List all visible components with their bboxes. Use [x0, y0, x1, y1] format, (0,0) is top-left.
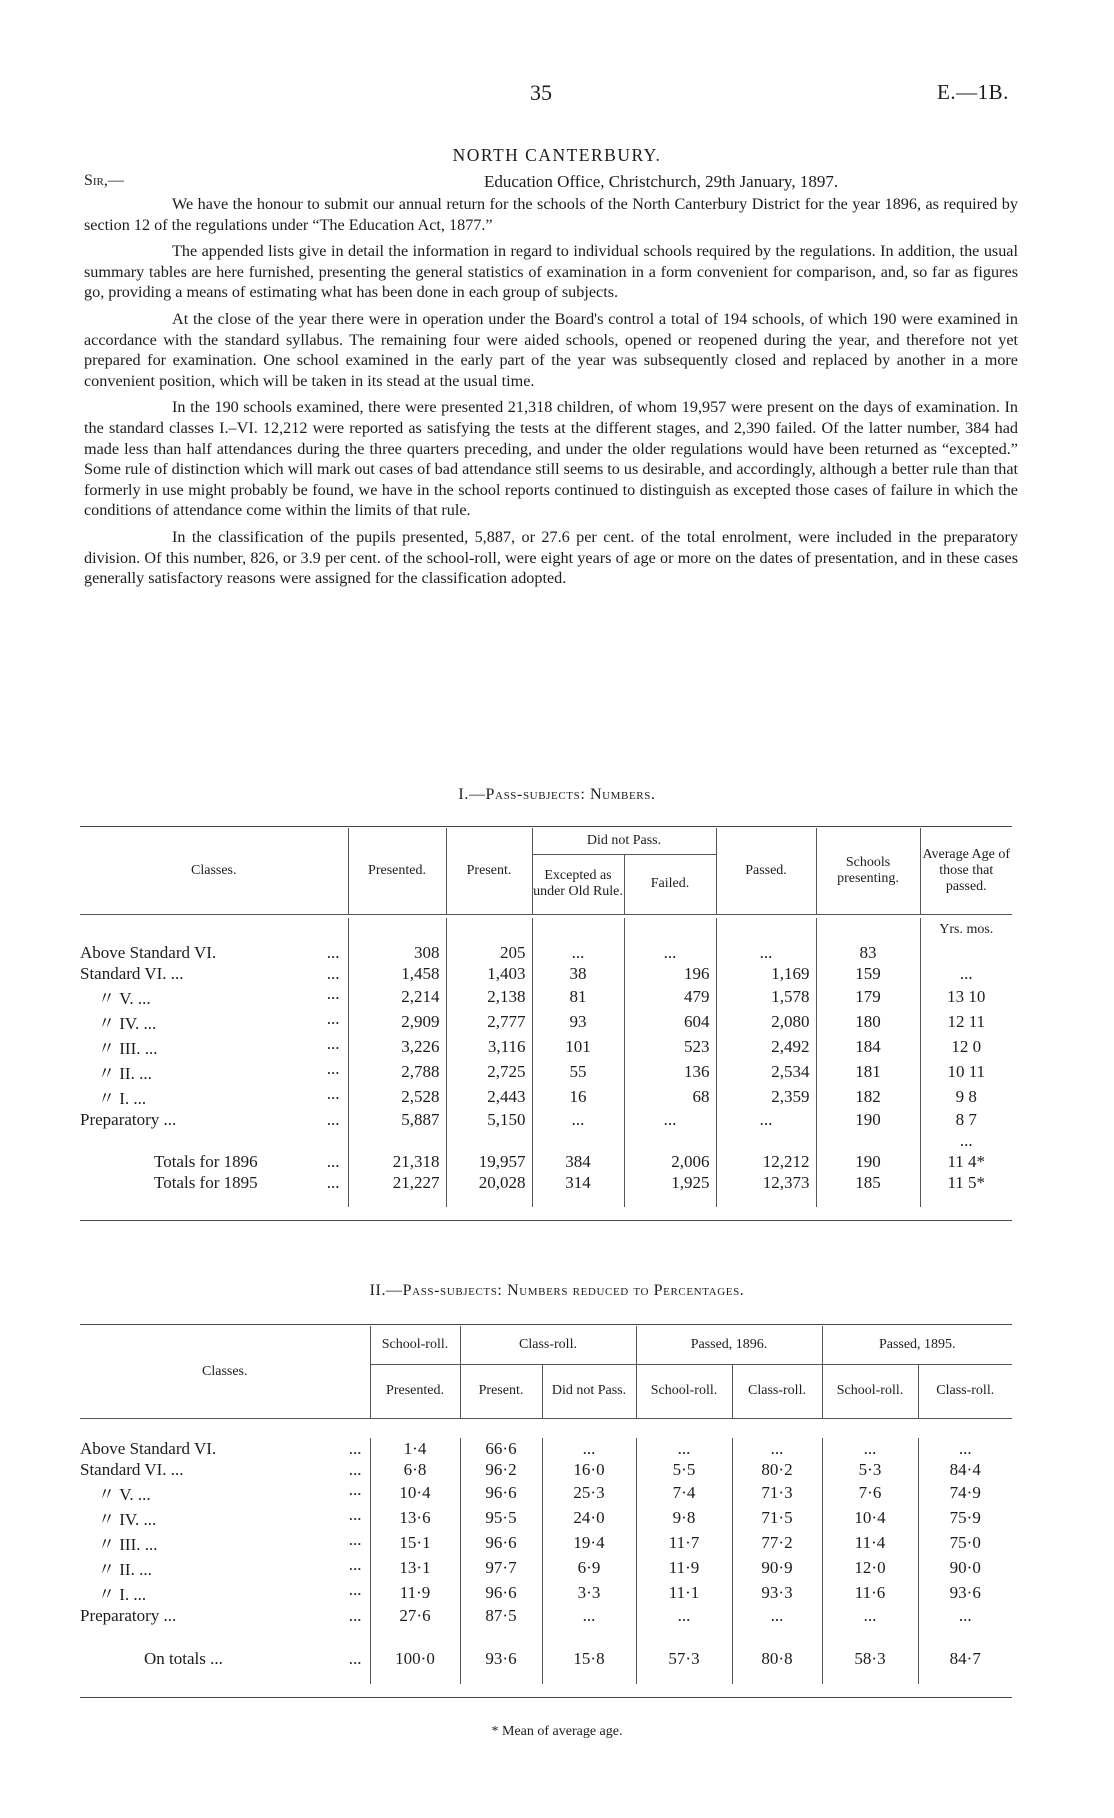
dateline: Education Office, Christchurch, 29th January, 1897. [484, 172, 839, 191]
cell: 190 [816, 1151, 920, 1172]
table2-caption: II.—Pass-subjects: Numbers reduced to Percentages. [369, 1282, 745, 1299]
cell: 13 10 [920, 984, 1012, 1009]
cell: 90·0 [918, 1555, 1012, 1580]
table-row [80, 1480, 1012, 1505]
cell: 13·1 [370, 1555, 460, 1580]
cell: 2,534 [716, 1059, 816, 1084]
cell: 1·4 [370, 1438, 460, 1459]
cell: ... [542, 1438, 636, 1459]
cell: 21,227 [348, 1172, 446, 1193]
cell: 6·8 [370, 1459, 460, 1480]
cell: 9·8 [636, 1505, 732, 1530]
table-row [80, 1648, 1012, 1670]
cell: ... [920, 1130, 1012, 1151]
cell: 12,212 [716, 1151, 816, 1172]
cell: 384 [532, 1151, 624, 1172]
row-label: 〃 IV. ... ... [98, 1505, 362, 1529]
cell: 479 [624, 984, 716, 1009]
cell: 93·6 [918, 1580, 1012, 1605]
cell: ... [920, 963, 1012, 984]
table1-header-passed: Passed. [716, 828, 816, 914]
table2-header-classes: Classes. [202, 1363, 248, 1379]
table1-header-present: Present. [446, 828, 532, 914]
letter-body [84, 194, 1018, 595]
row-label: 〃 I. ... ... [98, 1580, 362, 1604]
cell: 2,138 [446, 984, 532, 1009]
cell: ... [716, 1109, 816, 1130]
cell: 74·9 [918, 1480, 1012, 1505]
row-label: 〃 II. ... ... [98, 1059, 340, 1083]
table1-header-excepted: Excepted as under Old Rule. [532, 854, 624, 914]
table-row [80, 1109, 1012, 1130]
cell: 101 [532, 1034, 624, 1059]
page-number: 35 [530, 80, 552, 105]
table2-header-class-roll-1896: Class-roll. [732, 1364, 822, 1418]
cell: 5,150 [446, 1109, 532, 1130]
table-row [80, 1605, 1012, 1626]
table2-header-school-roll-1895: School-roll. [822, 1364, 918, 1418]
table2-header-class-roll: Class-roll. [460, 1326, 636, 1364]
cell: 71·5 [732, 1505, 822, 1530]
table2-header-passed-1896: Passed, 1896. [636, 1326, 822, 1364]
row-label: Above Standard VI. ... [80, 942, 340, 962]
cell: 182 [816, 1084, 920, 1109]
row-label: 〃 III. ... ... [98, 1530, 362, 1554]
cell: 93·3 [732, 1580, 822, 1605]
table2-header-presented: Presented. [370, 1364, 460, 1418]
cell: 7·4 [636, 1480, 732, 1505]
table-row [80, 1580, 1012, 1605]
cell: 75·9 [918, 1505, 1012, 1530]
cell: 15·1 [370, 1530, 460, 1555]
cell: 11·4 [822, 1530, 918, 1555]
cell: 84·7 [918, 1648, 1012, 1670]
cell: 2,443 [446, 1084, 532, 1109]
cell: 5,887 [348, 1109, 446, 1130]
table1-units: Yrs. mos. [920, 918, 1012, 942]
cell: ... [716, 942, 816, 963]
cell: 15·8 [542, 1648, 636, 1670]
cell: 83 [816, 942, 920, 963]
row-label: On totals ... ... [144, 1649, 362, 1668]
row-label: Preparatory ... ... [80, 1109, 340, 1129]
paragraph: At the close of the year there were in operation under the Board's control a total of 194 schools, of which 190 were examined in accordance with the standard syllabus. The remaining four were aided schools, opened or reopened during the year, and therefore not yet prepared for examination. One school examined in the early part of the year was subsequently closed and replaced by another in a more convenient position, which will be taken in its stead at the usual time. [84, 309, 1018, 390]
cell: 6·9 [542, 1555, 636, 1580]
cell: ... [822, 1438, 918, 1459]
row-label: Preparatory ... ... [80, 1605, 362, 1625]
table-row [80, 1555, 1012, 1580]
cell: 2,359 [716, 1084, 816, 1109]
salutation: Sir,— [84, 172, 124, 189]
cell: ... [732, 1438, 822, 1459]
cell: 308 [348, 942, 446, 963]
cell: 58·3 [822, 1648, 918, 1670]
cell: 24·0 [542, 1505, 636, 1530]
table1-header-presented: Presented. [348, 828, 446, 914]
table2 [80, 1326, 1012, 1684]
paragraph: The appended lists give in detail the information in regard to individual schools required by the regulations. In addition, the usual summary tables are here furnished, presenting the general statistics of examination in a form convenient for comparison, and, so far as figures go, providing a means of estimating what has been done in each group of subjects. [84, 242, 1018, 302]
cell: 95·5 [460, 1505, 542, 1530]
table-row [80, 1172, 1012, 1193]
cell: 2,909 [348, 1009, 446, 1034]
cell [920, 942, 1012, 963]
cell: 11 4* [920, 1151, 1012, 1172]
cell: 57·3 [636, 1648, 732, 1670]
cell: 10·4 [822, 1505, 918, 1530]
cell: 20,028 [446, 1172, 532, 1193]
row-label: 〃 III. ... ... [98, 1034, 340, 1058]
row-label: 〃 V. ... ... [98, 1480, 362, 1504]
row-label: 〃 V. ... ... [98, 984, 340, 1008]
cell: 1,578 [716, 984, 816, 1009]
cell: 96·6 [460, 1530, 542, 1555]
table1-caption: I.—Pass-subjects: Numbers. [458, 786, 656, 803]
cell: 75·0 [918, 1530, 1012, 1555]
cell: 523 [624, 1034, 716, 1059]
cell: 136 [624, 1059, 716, 1084]
cell: ... [636, 1605, 732, 1626]
cell: 96·2 [460, 1459, 542, 1480]
table2-header-did-not-pass: Did not Pass. [542, 1364, 636, 1418]
table-row [80, 1084, 1012, 1109]
cell: ... [918, 1605, 1012, 1626]
cell: 2,214 [348, 984, 446, 1009]
cell: 2,006 [624, 1151, 716, 1172]
row-label: Standard VI. ... ... [80, 963, 340, 983]
cell: 13·6 [370, 1505, 460, 1530]
cell: 2,725 [446, 1059, 532, 1084]
cell: 185 [816, 1172, 920, 1193]
table-row [80, 1009, 1012, 1034]
cell: 16·0 [542, 1459, 636, 1480]
table1-header-schools: Schools presenting. [816, 828, 920, 914]
cell: 180 [816, 1009, 920, 1034]
cell: 190 [816, 1109, 920, 1130]
cell: 159 [816, 963, 920, 984]
cell: 25·3 [542, 1480, 636, 1505]
cell: 11·9 [370, 1580, 460, 1605]
cell: 77·2 [732, 1530, 822, 1555]
cell: 90·9 [732, 1555, 822, 1580]
cell: 80·2 [732, 1459, 822, 1480]
cell: 12·0 [822, 1555, 918, 1580]
table-row [80, 1438, 1012, 1459]
paragraph: In the classification of the pupils presented, 5,887, or 27.6 per cent. of the total enrolment, were included in the preparatory division. Of this number, 826, or 3.9 per cent. of the school-roll, were eight years of age or more on the dates of presentation, and in these cases generally satisfactory reasons were assigned for the classification adopted. [84, 527, 1018, 588]
cell: 2,080 [716, 1009, 816, 1034]
cell: ... [532, 942, 624, 963]
cell: 205 [446, 942, 532, 963]
table2-header-class-roll-1895: Class-roll. [918, 1364, 1012, 1418]
cell: ... [624, 1109, 716, 1130]
table1-top-rule [80, 826, 1012, 827]
cell: 55 [532, 1059, 624, 1084]
table2-header-present: Present. [460, 1364, 542, 1418]
table2-bottom-rule [80, 1697, 1012, 1698]
table2-top-rule [80, 1324, 1012, 1325]
cell: 11 5* [920, 1172, 1012, 1193]
row-label: Above Standard VI. ... [80, 1438, 362, 1458]
cell: 80·8 [732, 1648, 822, 1670]
cell: 93 [532, 1009, 624, 1034]
cell: 5·5 [636, 1459, 732, 1480]
cell: 87·5 [460, 1605, 542, 1626]
row-label: 〃 IV. ... ... [98, 1009, 340, 1033]
cell: 1,458 [348, 963, 446, 984]
cell: ... [918, 1438, 1012, 1459]
cell: 96·6 [460, 1580, 542, 1605]
cell: 16 [532, 1084, 624, 1109]
cell: 66·6 [460, 1438, 542, 1459]
cell: 100·0 [370, 1648, 460, 1670]
cell: 68 [624, 1084, 716, 1109]
cell: 184 [816, 1034, 920, 1059]
cell: 314 [532, 1172, 624, 1193]
row-label: Standard VI. ... ... [80, 1459, 362, 1479]
row-label: 〃 II. ... ... [98, 1555, 362, 1579]
cell: 19,957 [446, 1151, 532, 1172]
table1-header-avg-age: Average Age of those that passed. [920, 828, 1012, 914]
footnote: * Mean of average age. [491, 1724, 623, 1739]
cell: 38 [532, 963, 624, 984]
cell: 196 [624, 963, 716, 984]
cell: 181 [816, 1059, 920, 1084]
cell: 1,169 [716, 963, 816, 984]
cell: 12,373 [716, 1172, 816, 1193]
table-row [80, 1459, 1012, 1480]
cell: 96·6 [460, 1480, 542, 1505]
paragraph: In the 190 schools examined, there were presented 21,318 children, of whom 19,957 were present on the days of examination. In the standard classes I.–VI. 12,212 were reported as satisfying the tests at the different stages, and 2,390 failed. Of the latter number, 384 had made less than half attendances during the three quarters preceding, and under the older regulations would have been returned as “excepted.” Some rule of distinction which will mark out cases of bad attendance still seems to us desirable, and accordingly, although a better rule than that formerly in use might probably be found, we have in the school reports continued to distinguish as excepted those cases of failure in which the conditions of attendance come within the limits of that rule. [84, 398, 1018, 520]
table2-header-school-roll-1896: School-roll. [636, 1364, 732, 1418]
cell: ... [624, 942, 716, 963]
cell: ... [822, 1605, 918, 1626]
table1-header-failed: Failed. [624, 854, 716, 914]
cell: 2,788 [348, 1059, 446, 1084]
cell: 10 11 [920, 1059, 1012, 1084]
table-row [80, 1034, 1012, 1059]
cell: 1,925 [624, 1172, 716, 1193]
table-row [80, 963, 1012, 984]
section-title: NORTH CANTERBURY. [452, 145, 662, 165]
cell: 2,528 [348, 1084, 446, 1109]
cell: 9 8 [920, 1084, 1012, 1109]
cell: ... [636, 1438, 732, 1459]
cell: 81 [532, 984, 624, 1009]
table-row [80, 942, 1012, 963]
cell: 2,777 [446, 1009, 532, 1034]
cell: 2,492 [716, 1034, 816, 1059]
cell: ... [532, 1109, 624, 1130]
row-label: Totals for 1896 ... [154, 1151, 340, 1171]
cell: 11·7 [636, 1530, 732, 1555]
table-row [80, 984, 1012, 1009]
table1-header-classes: Classes. [191, 862, 237, 878]
cell: 5·3 [822, 1459, 918, 1480]
table2-header-school-roll: School-roll. [370, 1326, 460, 1364]
cell: 3,226 [348, 1034, 446, 1059]
table-row [80, 1530, 1012, 1555]
cell: 19·4 [542, 1530, 636, 1555]
cell: 97·7 [460, 1555, 542, 1580]
cell: 604 [624, 1009, 716, 1034]
cell: 27·6 [370, 1605, 460, 1626]
table2-header-passed-1895: Passed, 1895. [822, 1326, 1012, 1364]
cell: 12 11 [920, 1009, 1012, 1034]
cell: 12 0 [920, 1034, 1012, 1059]
cell: 7·6 [822, 1480, 918, 1505]
table1 [80, 828, 1012, 1207]
cell: 1,403 [446, 963, 532, 984]
cell: ... [732, 1605, 822, 1626]
cell: 11·1 [636, 1580, 732, 1605]
cell: 8 7 [920, 1109, 1012, 1130]
table-row [80, 1059, 1012, 1084]
row-label: 〃 I. ... ... [98, 1084, 340, 1108]
table-row [80, 1151, 1012, 1172]
cell: 3·3 [542, 1580, 636, 1605]
cell: 11·6 [822, 1580, 918, 1605]
table-row [80, 1505, 1012, 1530]
cell: 93·6 [460, 1648, 542, 1670]
cell: ... [542, 1605, 636, 1626]
cell: 21,318 [348, 1151, 446, 1172]
cell: 84·4 [918, 1459, 1012, 1480]
cell: 179 [816, 984, 920, 1009]
row-label: Totals for 1895 ... [154, 1172, 340, 1192]
table1-bottom-rule [80, 1220, 1012, 1221]
cell: 3,116 [446, 1034, 532, 1059]
cell: 10·4 [370, 1480, 460, 1505]
paragraph: We have the honour to submit our annual return for the schools of the North Canterbury District for the year 1896, as required by section 12 of the regulations under “The Education Act, 1877.” [84, 195, 1018, 234]
table1-header-did-not-pass: Did not Pass. [532, 828, 716, 854]
cell: 71·3 [732, 1480, 822, 1505]
cell: 11·9 [636, 1555, 732, 1580]
document-reference: E.—1B. [937, 80, 1009, 104]
